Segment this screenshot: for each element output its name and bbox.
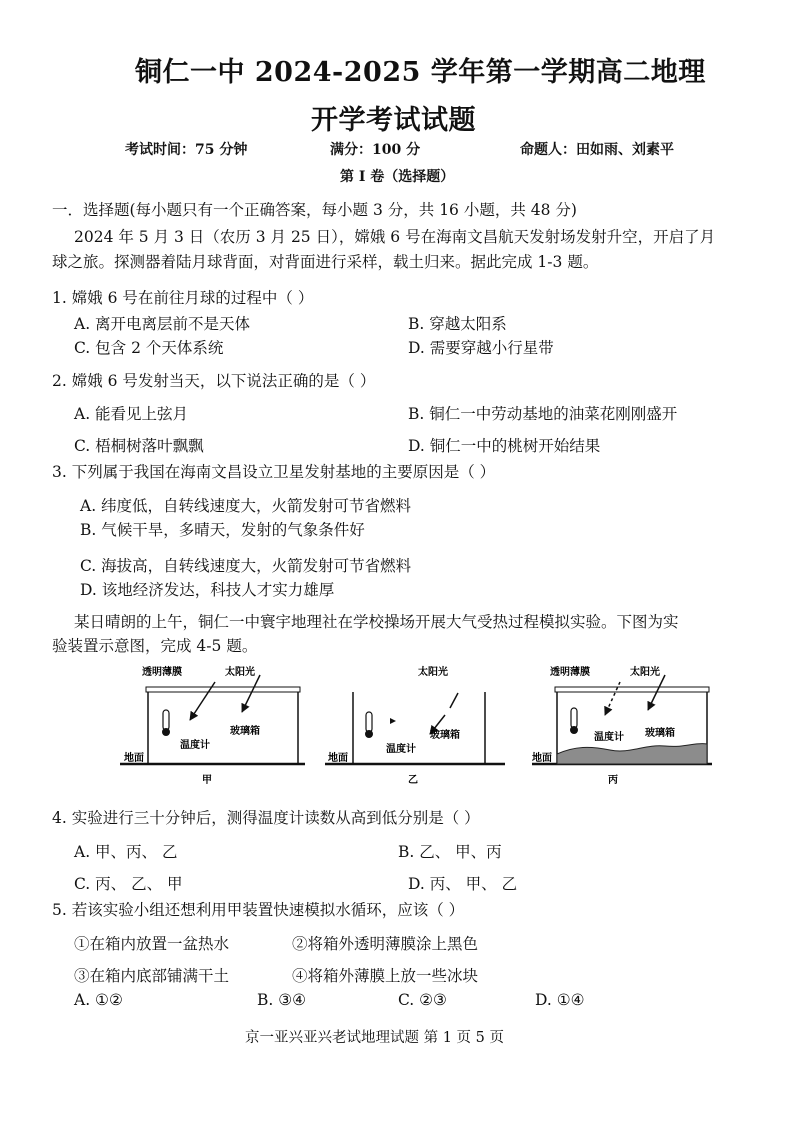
question-3-stem: 3. 下列属于我国在海南文昌设立卫星发射基地的主要原因是（ ） — [52, 463, 496, 481]
question-4-option-b: B. 乙、 甲、丙 — [398, 843, 502, 861]
soil-layer — [557, 744, 707, 764]
label-thermometer: 温度计 — [386, 744, 416, 755]
title-line2: 开学考试试题 — [311, 105, 476, 136]
label-film: 透明薄膜 — [142, 667, 182, 678]
label-sunlight: 太阳光 — [225, 667, 255, 678]
question-1-option-c: C. 包含 2 个天体系统 — [74, 339, 224, 357]
question-5-option-b: B. ③④ — [257, 991, 307, 1009]
thermometer-icon — [162, 710, 170, 736]
label-thermometer: 温度计 — [180, 740, 210, 751]
sunlight-arrow — [242, 675, 260, 712]
question-4-option-a: A. 甲、丙、 乙 — [74, 843, 178, 861]
question-2-option-a: A. 能看见上弦月 — [74, 405, 189, 423]
question-2-option-b: B. 铜仁一中劳动基地的油菜花刚刚盛开 — [408, 405, 678, 423]
question-5-option-a: A. ①② — [74, 991, 123, 1009]
caption-jia: 甲 — [202, 775, 212, 786]
experiment-diagram — [120, 660, 720, 792]
question-4-stem: 4. 实验进行三十分钟后，测得温度计读数从高到低分别是（ ） — [52, 809, 480, 827]
caption-yi: 乙 — [408, 775, 418, 786]
setup-bing — [532, 665, 712, 786]
label-sunlight: 太阳光 — [630, 667, 660, 678]
question-5-item-3: ③在箱内底部铺满干土 — [74, 967, 230, 985]
question-1-option-a: A. 离开电离层前不是天体 — [74, 315, 251, 333]
question-1-option-b: B. 穿越太阳系 — [408, 315, 507, 333]
passage2-line2: 验装置示意图，完成 4-5 题。 — [52, 637, 258, 655]
setup-jia — [120, 665, 305, 786]
sunlight-dash — [450, 693, 458, 708]
question-5-stem: 5. 若该实验小组还想利用甲装置快速模拟水循环，应该（ ） — [52, 901, 465, 919]
question-5-option-c: C. ②③ — [398, 991, 447, 1009]
question-3-option-c: C. 海拔高，自转线速度大，火箭发射可节省燃料 — [80, 557, 412, 575]
passage1-line1: 2024 年 5 月 3 日（农历 3 月 25 日），嫦娥 6 号在海南文昌航天发射场发射升空，开启了月 — [74, 228, 716, 246]
question-2-option-c: C. 梧桐树落叶飘飘 — [74, 437, 204, 455]
label-ground: 地面 — [124, 753, 144, 764]
label-ground: 地面 — [532, 753, 552, 764]
question-1-stem: 1. 嫦娥 6 号在前往月球的过程中（ ） — [52, 289, 314, 307]
full-score: 满分：100 分 — [330, 142, 421, 158]
label-sunlight: 太阳光 — [418, 667, 448, 678]
sunlight-arrow-head — [390, 718, 396, 724]
transparent-film — [146, 687, 300, 692]
passage1-line2: 球之旅。探测器着陆月球背面，对背面进行采样，载土归来。据此完成 1-3 题。 — [52, 253, 599, 271]
question-4-option-d: D. 丙、 甲、 乙 — [408, 875, 518, 893]
label-glass-box: 玻璃箱 — [645, 728, 675, 739]
label-glass-box: 玻璃箱 — [230, 726, 260, 737]
passage2-line1: 某日晴朗的上午，铜仁一中寰宇地理社在学校操场开展大气受热过程模拟实验。下图为实 — [74, 613, 679, 631]
title-line1: 铜仁一中 2024-2025 学年第一学期高二地理 — [135, 57, 706, 88]
page-footer: 京一亚兴亚兴老试地理试题 第 1 页 5 页 — [245, 1030, 504, 1046]
exam-time: 考试时间：75 分钟 — [125, 142, 248, 158]
setup-yi — [325, 665, 505, 786]
question-3-option-d: D. 该地经济发达，科技人才实力雄厚 — [80, 581, 335, 599]
section-heading: 一．选择题(每小题只有一个正确答案，每小题 3 分，共 16 小题，共 48 分) — [52, 201, 577, 219]
thermometer-icon — [570, 708, 578, 734]
question-1-option-d: D. 需要穿越小行星带 — [408, 339, 554, 357]
caption-bing: 丙 — [608, 775, 618, 786]
exam-author: 命题人：田如雨、刘素平 — [520, 142, 674, 158]
label-film: 透明薄膜 — [550, 667, 590, 678]
thermometer-icon — [365, 712, 373, 738]
question-3-option-a: A. 纬度低，自转线速度大，火箭发射可节省燃料 — [80, 497, 412, 515]
question-5-item-1: ①在箱内放置一盆热水 — [74, 935, 230, 953]
question-3-option-b: B. 气候干旱，多晴天，发射的气象条件好 — [80, 521, 365, 539]
question-4-option-c: C. 丙、 乙、 甲 — [74, 875, 183, 893]
question-5-item-2: ②将箱外透明薄膜涂上黑色 — [292, 935, 479, 953]
label-thermometer: 温度计 — [594, 732, 624, 743]
volume-label: 第 I 卷（选择题） — [340, 169, 455, 185]
question-2-stem: 2. 嫦娥 6 号发射当天，以下说法正确的是（ ） — [52, 372, 376, 390]
experiment-diagram-svg — [120, 660, 720, 788]
question-5-option-d: D. ①④ — [535, 991, 585, 1009]
question-5-item-4: ④将箱外薄膜上放一些冰块 — [292, 967, 479, 985]
label-ground: 地面 — [328, 753, 348, 764]
glass-box — [148, 690, 298, 764]
question-2-option-d: D. 铜仁一中的桃树开始结果 — [408, 437, 601, 455]
label-glass-box: 玻璃箱 — [430, 730, 460, 741]
transparent-film — [555, 687, 709, 692]
